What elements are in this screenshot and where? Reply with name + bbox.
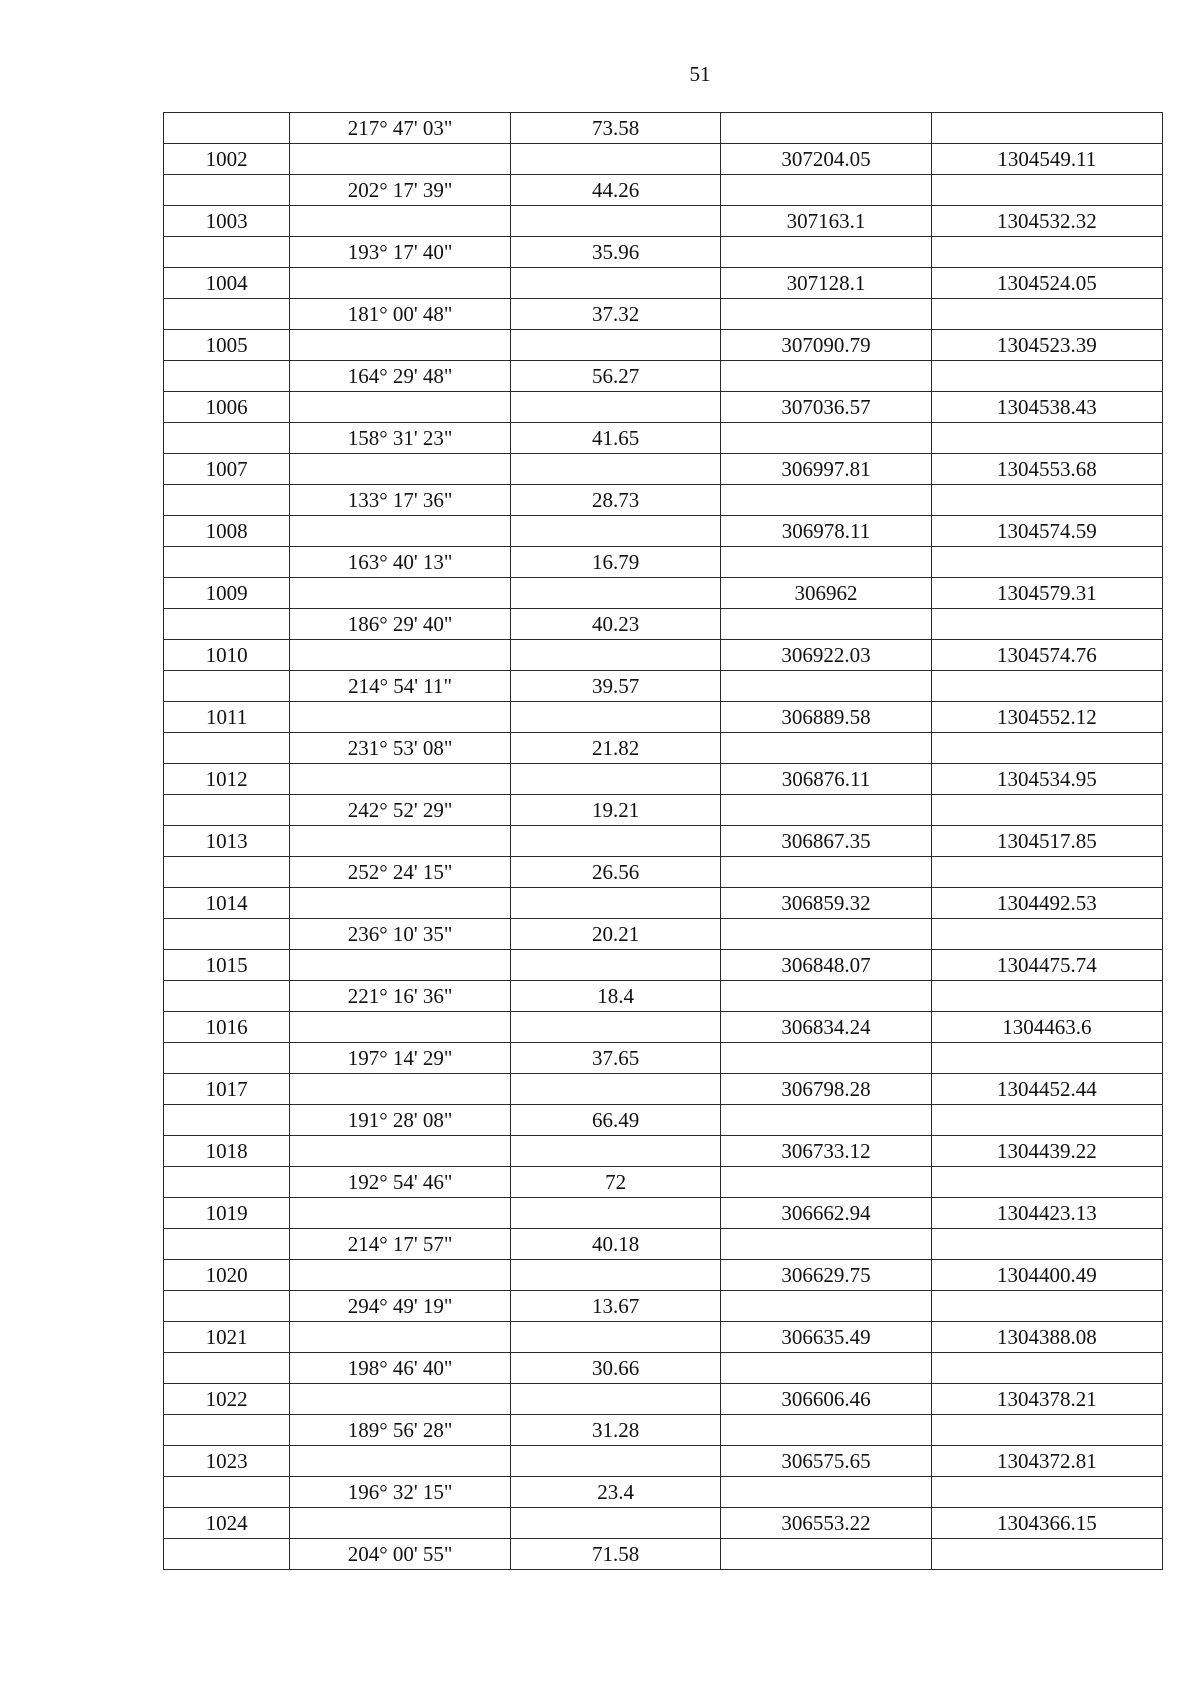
table-row xyxy=(164,795,1163,826)
point-cell: 1005 xyxy=(164,330,290,361)
table-row xyxy=(164,547,1163,578)
point-cell xyxy=(164,113,290,144)
distance-cell xyxy=(511,1012,721,1043)
table-row xyxy=(164,1384,1163,1415)
point-cell xyxy=(164,1539,290,1570)
table-row xyxy=(164,733,1163,764)
y-coordinate-cell xyxy=(931,237,1162,268)
point-cell xyxy=(164,1167,290,1198)
distance-cell xyxy=(511,144,721,175)
x-coordinate-cell xyxy=(721,1353,931,1384)
table-row xyxy=(164,919,1163,950)
y-coordinate-cell xyxy=(931,919,1162,950)
table-row xyxy=(164,144,1163,175)
bearing-cell: 242° 52' 29" xyxy=(290,795,511,826)
bearing-cell xyxy=(290,764,511,795)
x-coordinate-cell xyxy=(721,733,931,764)
x-coordinate-cell: 306606.46 xyxy=(721,1384,931,1415)
y-coordinate-cell: 1304574.59 xyxy=(931,516,1162,547)
point-cell xyxy=(164,981,290,1012)
table-row xyxy=(164,1105,1163,1136)
x-coordinate-cell xyxy=(721,1043,931,1074)
table-row xyxy=(164,888,1163,919)
table-row xyxy=(164,1415,1163,1446)
x-coordinate-cell xyxy=(721,857,931,888)
table-row xyxy=(164,1043,1163,1074)
y-coordinate-cell xyxy=(931,1415,1162,1446)
point-cell: 1016 xyxy=(164,1012,290,1043)
point-cell: 1008 xyxy=(164,516,290,547)
distance-cell: 44.26 xyxy=(511,175,721,206)
y-coordinate-cell xyxy=(931,795,1162,826)
distance-cell xyxy=(511,454,721,485)
distance-cell: 73.58 xyxy=(511,113,721,144)
y-coordinate-cell xyxy=(931,485,1162,516)
x-coordinate-cell: 306635.49 xyxy=(721,1322,931,1353)
distance-cell: 19.21 xyxy=(511,795,721,826)
bearing-cell xyxy=(290,888,511,919)
distance-cell xyxy=(511,1074,721,1105)
distance-cell xyxy=(511,1322,721,1353)
table-row xyxy=(164,857,1163,888)
distance-cell: 66.49 xyxy=(511,1105,721,1136)
distance-cell: 37.32 xyxy=(511,299,721,330)
point-cell xyxy=(164,609,290,640)
table-row xyxy=(164,1260,1163,1291)
x-coordinate-cell xyxy=(721,671,931,702)
distance-cell xyxy=(511,1260,721,1291)
y-coordinate-cell: 1304452.44 xyxy=(931,1074,1162,1105)
point-cell xyxy=(164,1477,290,1508)
table-row xyxy=(164,237,1163,268)
point-cell xyxy=(164,485,290,516)
table-row xyxy=(164,640,1163,671)
table-row xyxy=(164,1229,1163,1260)
y-coordinate-cell: 1304549.11 xyxy=(931,144,1162,175)
point-cell xyxy=(164,299,290,330)
y-coordinate-cell: 1304553.68 xyxy=(931,454,1162,485)
x-coordinate-cell xyxy=(721,919,931,950)
x-coordinate-cell: 306798.28 xyxy=(721,1074,931,1105)
distance-cell: 41.65 xyxy=(511,423,721,454)
x-coordinate-cell: 306834.24 xyxy=(721,1012,931,1043)
table-row xyxy=(164,392,1163,423)
page-number: 51 xyxy=(689,62,711,86)
bearing-cell: 204° 00' 55" xyxy=(290,1539,511,1570)
point-cell: 1019 xyxy=(164,1198,290,1229)
distance-cell xyxy=(511,516,721,547)
distance-cell: 71.58 xyxy=(511,1539,721,1570)
x-coordinate-cell xyxy=(721,609,931,640)
bearing-cell xyxy=(290,516,511,547)
y-coordinate-cell xyxy=(931,361,1162,392)
point-cell xyxy=(164,175,290,206)
x-coordinate-cell xyxy=(721,485,931,516)
bearing-cell xyxy=(290,1384,511,1415)
distance-cell xyxy=(511,330,721,361)
bearing-cell xyxy=(290,1322,511,1353)
distance-cell xyxy=(511,640,721,671)
table-row xyxy=(164,423,1163,454)
distance-cell: 37.65 xyxy=(511,1043,721,1074)
distance-cell xyxy=(511,1508,721,1539)
distance-cell xyxy=(511,1198,721,1229)
bearing-cell: 202° 17' 39" xyxy=(290,175,511,206)
point-cell: 1015 xyxy=(164,950,290,981)
bearing-cell: 196° 32' 15" xyxy=(290,1477,511,1508)
table-row xyxy=(164,702,1163,733)
distance-cell xyxy=(511,950,721,981)
table-row xyxy=(164,299,1163,330)
table-row xyxy=(164,454,1163,485)
distance-cell: 13.67 xyxy=(511,1291,721,1322)
table-row xyxy=(164,516,1163,547)
bearing-cell: 231° 53' 08" xyxy=(290,733,511,764)
bearing-cell: 133° 17' 36" xyxy=(290,485,511,516)
y-coordinate-cell: 1304388.08 xyxy=(931,1322,1162,1353)
bearing-cell: 198° 46' 40" xyxy=(290,1353,511,1384)
x-coordinate-cell: 306629.75 xyxy=(721,1260,931,1291)
point-cell xyxy=(164,237,290,268)
distance-cell: 20.21 xyxy=(511,919,721,950)
bearing-cell: 189° 56' 28" xyxy=(290,1415,511,1446)
point-cell xyxy=(164,795,290,826)
x-coordinate-cell xyxy=(721,1415,931,1446)
bearing-cell: 221° 16' 36" xyxy=(290,981,511,1012)
table-row xyxy=(164,1508,1163,1539)
bearing-cell: 217° 47' 03" xyxy=(290,113,511,144)
table-row xyxy=(164,485,1163,516)
table-row xyxy=(164,1291,1163,1322)
table-row xyxy=(164,1353,1163,1384)
point-cell: 1010 xyxy=(164,640,290,671)
point-cell: 1021 xyxy=(164,1322,290,1353)
x-coordinate-cell xyxy=(721,795,931,826)
distance-cell: 40.23 xyxy=(511,609,721,640)
bearing-cell: 214° 17' 57" xyxy=(290,1229,511,1260)
x-coordinate-cell: 306922.03 xyxy=(721,640,931,671)
y-coordinate-cell xyxy=(931,1105,1162,1136)
point-cell xyxy=(164,1291,290,1322)
distance-cell xyxy=(511,1136,721,1167)
point-cell xyxy=(164,423,290,454)
bearing-cell xyxy=(290,1198,511,1229)
y-coordinate-cell xyxy=(931,857,1162,888)
x-coordinate-cell xyxy=(721,1291,931,1322)
x-coordinate-cell xyxy=(721,1105,931,1136)
x-coordinate-cell: 306575.65 xyxy=(721,1446,931,1477)
bearing-cell xyxy=(290,1260,511,1291)
coordinate-table-body xyxy=(164,113,1163,1570)
distance-cell xyxy=(511,1384,721,1415)
point-cell: 1007 xyxy=(164,454,290,485)
x-coordinate-cell: 306859.32 xyxy=(721,888,931,919)
x-coordinate-cell: 306876.11 xyxy=(721,764,931,795)
distance-cell xyxy=(511,206,721,237)
distance-cell: 23.4 xyxy=(511,1477,721,1508)
distance-cell xyxy=(511,268,721,299)
point-cell xyxy=(164,361,290,392)
x-coordinate-cell: 306662.94 xyxy=(721,1198,931,1229)
point-cell: 1020 xyxy=(164,1260,290,1291)
point-cell: 1013 xyxy=(164,826,290,857)
y-coordinate-cell xyxy=(931,671,1162,702)
x-coordinate-cell xyxy=(721,299,931,330)
y-coordinate-cell: 1304423.13 xyxy=(931,1198,1162,1229)
table-row xyxy=(164,826,1163,857)
bearing-cell: 192° 54' 46" xyxy=(290,1167,511,1198)
distance-cell: 35.96 xyxy=(511,237,721,268)
table-row xyxy=(164,268,1163,299)
y-coordinate-cell: 1304552.12 xyxy=(931,702,1162,733)
bearing-cell xyxy=(290,144,511,175)
bearing-cell xyxy=(290,454,511,485)
bearing-cell xyxy=(290,1012,511,1043)
y-coordinate-cell: 1304439.22 xyxy=(931,1136,1162,1167)
point-cell xyxy=(164,1105,290,1136)
bearing-cell: 252° 24' 15" xyxy=(290,857,511,888)
y-coordinate-cell: 1304378.21 xyxy=(931,1384,1162,1415)
bearing-cell xyxy=(290,392,511,423)
distance-cell: 31.28 xyxy=(511,1415,721,1446)
y-coordinate-cell: 1304475.74 xyxy=(931,950,1162,981)
point-cell: 1003 xyxy=(164,206,290,237)
point-cell: 1011 xyxy=(164,702,290,733)
y-coordinate-cell: 1304517.85 xyxy=(931,826,1162,857)
point-cell xyxy=(164,1229,290,1260)
y-coordinate-cell xyxy=(931,1043,1162,1074)
point-cell: 1006 xyxy=(164,392,290,423)
table-row xyxy=(164,1539,1163,1570)
y-coordinate-cell: 1304366.15 xyxy=(931,1508,1162,1539)
point-cell: 1002 xyxy=(164,144,290,175)
y-coordinate-cell xyxy=(931,1477,1162,1508)
table-row xyxy=(164,1136,1163,1167)
x-coordinate-cell xyxy=(721,981,931,1012)
bearing-cell xyxy=(290,826,511,857)
table-row xyxy=(164,330,1163,361)
y-coordinate-cell xyxy=(931,733,1162,764)
y-coordinate-cell: 1304534.95 xyxy=(931,764,1162,795)
bearing-cell xyxy=(290,268,511,299)
y-coordinate-cell xyxy=(931,609,1162,640)
distance-cell xyxy=(511,702,721,733)
distance-cell xyxy=(511,392,721,423)
distance-cell: 39.57 xyxy=(511,671,721,702)
x-coordinate-cell: 306889.58 xyxy=(721,702,931,733)
y-coordinate-cell xyxy=(931,1539,1162,1570)
distance-cell: 21.82 xyxy=(511,733,721,764)
table-row xyxy=(164,1198,1163,1229)
x-coordinate-cell: 307163.1 xyxy=(721,206,931,237)
point-cell xyxy=(164,1415,290,1446)
bearing-cell: 236° 10' 35" xyxy=(290,919,511,950)
x-coordinate-cell: 306962 xyxy=(721,578,931,609)
x-coordinate-cell: 306733.12 xyxy=(721,1136,931,1167)
distance-cell: 30.66 xyxy=(511,1353,721,1384)
bearing-cell: 158° 31' 23" xyxy=(290,423,511,454)
x-coordinate-cell: 307128.1 xyxy=(721,268,931,299)
bearing-cell: 294° 49' 19" xyxy=(290,1291,511,1322)
distance-cell: 18.4 xyxy=(511,981,721,1012)
table-row xyxy=(164,1167,1163,1198)
y-coordinate-cell: 1304524.05 xyxy=(931,268,1162,299)
y-coordinate-cell xyxy=(931,1167,1162,1198)
bearing-cell xyxy=(290,950,511,981)
distance-cell xyxy=(511,578,721,609)
x-coordinate-cell xyxy=(721,237,931,268)
point-cell: 1022 xyxy=(164,1384,290,1415)
table-row xyxy=(164,113,1163,144)
table-row xyxy=(164,361,1163,392)
point-cell: 1012 xyxy=(164,764,290,795)
y-coordinate-cell xyxy=(931,1291,1162,1322)
y-coordinate-cell: 1304463.6 xyxy=(931,1012,1162,1043)
point-cell xyxy=(164,1043,290,1074)
bearing-cell: 191° 28' 08" xyxy=(290,1105,511,1136)
point-cell: 1018 xyxy=(164,1136,290,1167)
table-row xyxy=(164,950,1163,981)
point-cell xyxy=(164,857,290,888)
bearing-cell xyxy=(290,1508,511,1539)
point-cell: 1004 xyxy=(164,268,290,299)
y-coordinate-cell: 1304400.49 xyxy=(931,1260,1162,1291)
point-cell: 1017 xyxy=(164,1074,290,1105)
distance-cell: 56.27 xyxy=(511,361,721,392)
bearing-cell: 181° 00' 48" xyxy=(290,299,511,330)
table-row xyxy=(164,1477,1163,1508)
distance-cell: 16.79 xyxy=(511,547,721,578)
x-coordinate-cell xyxy=(721,361,931,392)
point-cell xyxy=(164,919,290,950)
point-cell: 1024 xyxy=(164,1508,290,1539)
x-coordinate-cell xyxy=(721,547,931,578)
x-coordinate-cell: 306553.22 xyxy=(721,1508,931,1539)
x-coordinate-cell xyxy=(721,113,931,144)
bearing-cell: 193° 17' 40" xyxy=(290,237,511,268)
y-coordinate-cell xyxy=(931,175,1162,206)
bearing-cell: 214° 54' 11" xyxy=(290,671,511,702)
x-coordinate-cell xyxy=(721,1229,931,1260)
point-cell: 1009 xyxy=(164,578,290,609)
x-coordinate-cell: 306867.35 xyxy=(721,826,931,857)
table-row xyxy=(164,764,1163,795)
y-coordinate-cell xyxy=(931,1229,1162,1260)
point-cell xyxy=(164,1353,290,1384)
distance-cell: 72 xyxy=(511,1167,721,1198)
y-coordinate-cell xyxy=(931,981,1162,1012)
distance-cell xyxy=(511,888,721,919)
table-row xyxy=(164,671,1163,702)
x-coordinate-cell: 306978.11 xyxy=(721,516,931,547)
coordinate-table xyxy=(163,112,1163,1570)
y-coordinate-cell: 1304523.39 xyxy=(931,330,1162,361)
y-coordinate-cell xyxy=(931,423,1162,454)
table-row xyxy=(164,1446,1163,1477)
bearing-cell xyxy=(290,578,511,609)
x-coordinate-cell: 306997.81 xyxy=(721,454,931,485)
table-row xyxy=(164,175,1163,206)
bearing-cell xyxy=(290,1074,511,1105)
y-coordinate-cell: 1304492.53 xyxy=(931,888,1162,919)
y-coordinate-cell: 1304372.81 xyxy=(931,1446,1162,1477)
y-coordinate-cell xyxy=(931,299,1162,330)
bearing-cell: 186° 29' 40" xyxy=(290,609,511,640)
distance-cell xyxy=(511,1446,721,1477)
x-coordinate-cell xyxy=(721,1539,931,1570)
x-coordinate-cell xyxy=(721,1477,931,1508)
bearing-cell: 163° 40' 13" xyxy=(290,547,511,578)
point-cell: 1023 xyxy=(164,1446,290,1477)
x-coordinate-cell: 306848.07 xyxy=(721,950,931,981)
y-coordinate-cell xyxy=(931,1353,1162,1384)
point-cell xyxy=(164,733,290,764)
y-coordinate-cell: 1304538.43 xyxy=(931,392,1162,423)
x-coordinate-cell: 307090.79 xyxy=(721,330,931,361)
point-cell xyxy=(164,547,290,578)
bearing-cell xyxy=(290,206,511,237)
bearing-cell: 164° 29' 48" xyxy=(290,361,511,392)
table-row xyxy=(164,1074,1163,1105)
distance-cell xyxy=(511,826,721,857)
table-row xyxy=(164,206,1163,237)
distance-cell: 26.56 xyxy=(511,857,721,888)
x-coordinate-cell: 307036.57 xyxy=(721,392,931,423)
y-coordinate-cell xyxy=(931,547,1162,578)
distance-cell: 28.73 xyxy=(511,485,721,516)
bearing-cell xyxy=(290,1446,511,1477)
distance-cell: 40.18 xyxy=(511,1229,721,1260)
table-row xyxy=(164,578,1163,609)
bearing-cell: 197° 14' 29" xyxy=(290,1043,511,1074)
y-coordinate-cell xyxy=(931,113,1162,144)
x-coordinate-cell: 307204.05 xyxy=(721,144,931,175)
table-row xyxy=(164,1322,1163,1353)
x-coordinate-cell xyxy=(721,423,931,454)
table-row xyxy=(164,609,1163,640)
x-coordinate-cell xyxy=(721,1167,931,1198)
bearing-cell xyxy=(290,640,511,671)
bearing-cell xyxy=(290,330,511,361)
point-cell: 1014 xyxy=(164,888,290,919)
y-coordinate-cell: 1304574.76 xyxy=(931,640,1162,671)
y-coordinate-cell: 1304579.31 xyxy=(931,578,1162,609)
point-cell xyxy=(164,671,290,702)
x-coordinate-cell xyxy=(721,175,931,206)
bearing-cell xyxy=(290,1136,511,1167)
y-coordinate-cell: 1304532.32 xyxy=(931,206,1162,237)
distance-cell xyxy=(511,764,721,795)
table-row xyxy=(164,1012,1163,1043)
bearing-cell xyxy=(290,702,511,733)
table-row xyxy=(164,981,1163,1012)
